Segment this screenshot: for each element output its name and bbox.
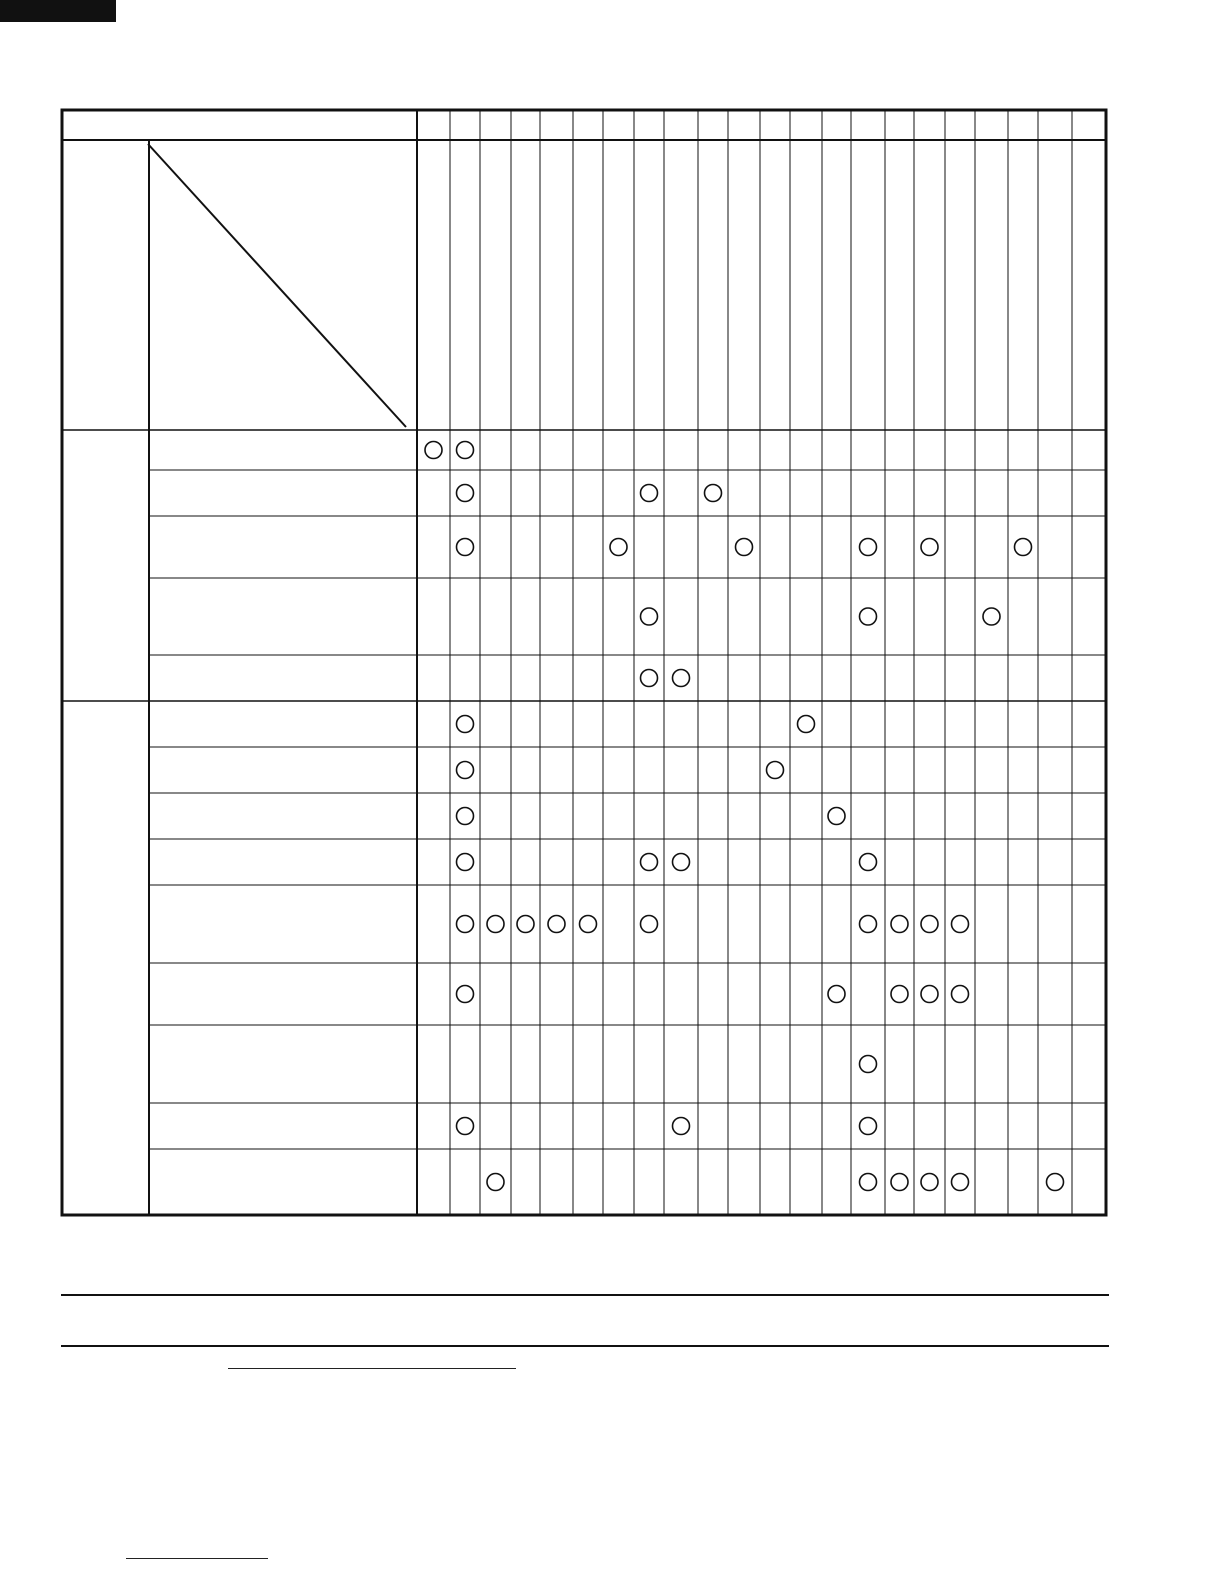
circle-mark xyxy=(673,670,690,687)
circle-mark xyxy=(457,485,474,502)
circle-mark xyxy=(860,539,877,556)
circle-mark xyxy=(610,539,627,556)
circle-mark xyxy=(457,808,474,825)
circle-mark xyxy=(425,442,442,459)
circle-mark xyxy=(457,854,474,871)
circle-mark xyxy=(860,1174,877,1191)
corner-diagonal-line xyxy=(148,144,406,427)
circle-mark xyxy=(487,1174,504,1191)
circle-mark xyxy=(457,1118,474,1135)
circle-mark xyxy=(1015,539,1032,556)
circle-mark xyxy=(767,762,784,779)
circle-mark xyxy=(1047,1174,1064,1191)
circle-mark xyxy=(983,608,1000,625)
circle-mark xyxy=(641,916,658,933)
circle-mark xyxy=(952,916,969,933)
circle-mark xyxy=(828,986,845,1003)
circle-mark xyxy=(457,916,474,933)
circle-mark xyxy=(860,1118,877,1135)
circle-mark xyxy=(457,716,474,733)
circle-mark xyxy=(891,986,908,1003)
circle-mark xyxy=(457,539,474,556)
circle-mark xyxy=(921,916,938,933)
circle-mark xyxy=(673,854,690,871)
circle-mark xyxy=(641,670,658,687)
circle-mark xyxy=(548,916,565,933)
underline-field-b xyxy=(126,1558,268,1559)
circle-mark xyxy=(891,1174,908,1191)
circle-mark xyxy=(952,986,969,1003)
circle-mark xyxy=(517,916,534,933)
separator-rule-top xyxy=(61,1294,1109,1296)
circle-mark xyxy=(921,986,938,1003)
underline-field-a xyxy=(228,1368,516,1369)
table-frame xyxy=(62,110,1106,1215)
circle-mark xyxy=(952,1174,969,1191)
circle-mark xyxy=(860,854,877,871)
circle-mark xyxy=(860,916,877,933)
circle-mark xyxy=(457,442,474,459)
circle-mark xyxy=(891,916,908,933)
circle-mark xyxy=(705,485,722,502)
circle-mark xyxy=(921,539,938,556)
circle-mark xyxy=(580,916,597,933)
circle-mark xyxy=(736,539,753,556)
circle-mark xyxy=(641,485,658,502)
circle-mark xyxy=(641,854,658,871)
circle-mark xyxy=(487,916,504,933)
circle-mark xyxy=(673,1118,690,1135)
circle-mark xyxy=(860,608,877,625)
circle-mark xyxy=(457,762,474,779)
circle-mark xyxy=(457,986,474,1003)
circle-mark xyxy=(798,716,815,733)
circle-mark xyxy=(860,1056,877,1073)
circle-mark xyxy=(641,608,658,625)
circle-mark xyxy=(921,1174,938,1191)
separator-rule-bottom xyxy=(61,1345,1109,1347)
circle-mark xyxy=(828,808,845,825)
